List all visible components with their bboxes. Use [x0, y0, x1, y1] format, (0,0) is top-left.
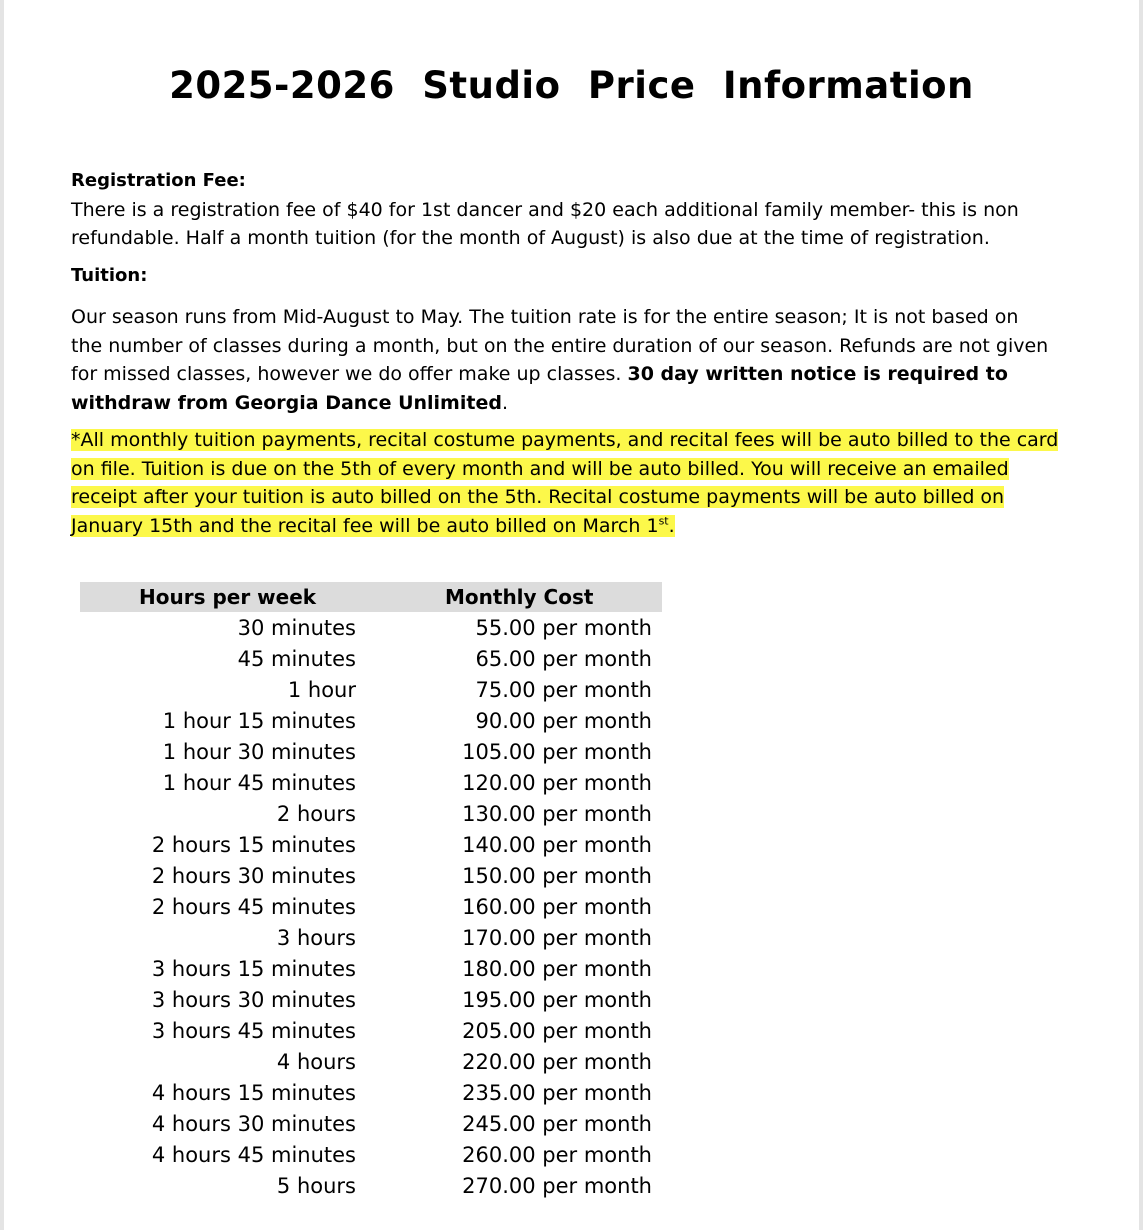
cost-cell: 260.00 per month	[462, 1143, 652, 1167]
hours-cell: 30 minutes	[237, 616, 356, 640]
table-row	[80, 891, 662, 922]
cost-cell: 130.00 per month	[462, 802, 652, 826]
cost-cell: 150.00 per month	[462, 864, 652, 888]
table-row	[80, 767, 662, 798]
hours-cell: 5 hours	[276, 1174, 356, 1198]
cost-cell: 160.00 per month	[462, 895, 652, 919]
withdraw-notice-end: .	[501, 392, 508, 415]
auto-billing-highlight	[71, 429, 1058, 537]
hours-cell: 2 hours 45 minutes	[151, 895, 356, 919]
cost-cell: 205.00 per month	[462, 1019, 652, 1043]
hours-cell: 4 hours	[276, 1050, 356, 1074]
table-row	[80, 612, 662, 643]
cost-cell: 180.00 per month	[462, 957, 652, 981]
cost-cell: 220.00 per month	[462, 1050, 652, 1074]
table-row	[80, 674, 662, 705]
hours-cell: 4 hours 15 minutes	[151, 1081, 356, 1105]
cost-cell: 90.00 per month	[475, 709, 652, 733]
cost-cell: 75.00 per month	[475, 678, 652, 702]
table-body	[80, 612, 662, 1201]
hours-cell: 1 hour 15 minutes	[162, 709, 356, 733]
auto-billing-superscript: st	[658, 514, 669, 528]
cost-cell: 105.00 per month	[462, 740, 652, 764]
hours-cell: 3 hours 30 minutes	[151, 988, 356, 1012]
cost-cell: 235.00 per month	[462, 1081, 652, 1105]
table-row	[80, 1108, 662, 1139]
page-edge-right	[1139, 0, 1143, 1230]
cost-cell: 120.00 per month	[462, 771, 652, 795]
hours-cell: 1 hour 45 minutes	[162, 771, 356, 795]
hours-cell: 3 hours 45 minutes	[151, 1019, 356, 1043]
hours-cell: 1 hour 30 minutes	[162, 740, 356, 764]
table-row	[80, 922, 662, 953]
table-row	[80, 705, 662, 736]
table-header	[80, 582, 662, 612]
auto-billing-text: *All monthly tuition payments, recital costume payments, and recital fees will be auto billed to the card on file. Tuition is due on the 5th of every month and will be auto billed. You will receive an emailed receipt after your tuition is auto billed on the 5th. Recital costume payments will be auto billed on January 15th and the recital fee will be auto billed on March 1	[71, 429, 1059, 538]
table-row	[80, 736, 662, 767]
registration-text: There is a registration fee of $40 for 1st dancer and $20 each additional family member- this is non refundable. Half a month tuition (for the month of August) is also due at the time of registration.	[71, 198, 1019, 250]
cost-cell: 195.00 per month	[462, 988, 652, 1012]
tuition-heading-block	[71, 262, 1071, 291]
table-row	[80, 643, 662, 674]
registration-heading: Registration Fee:	[71, 170, 246, 191]
table-row	[80, 1046, 662, 1077]
header-hours-per-week: Hours per week	[139, 585, 317, 609]
price-table	[80, 582, 662, 1201]
table-row	[80, 1077, 662, 1108]
table-row	[80, 829, 662, 860]
hours-cell: 2 hours	[276, 802, 356, 826]
cost-cell: 55.00 per month	[475, 616, 652, 640]
tuition-heading: Tuition:	[71, 265, 148, 286]
table-row	[80, 1139, 662, 1170]
cost-cell: 170.00 per month	[462, 926, 652, 950]
hours-cell: 2 hours 15 minutes	[151, 833, 356, 857]
header-monthly-cost: Monthly Cost	[445, 585, 594, 609]
hours-cell: 45 minutes	[237, 647, 356, 671]
page-title: 2025-2026 Studio Price Information	[169, 64, 974, 107]
cost-cell: 140.00 per month	[462, 833, 652, 857]
cost-cell: 245.00 per month	[462, 1112, 652, 1136]
hours-cell: 4 hours 30 minutes	[151, 1112, 356, 1136]
page-edge-left	[0, 0, 4, 1230]
cost-cell: 65.00 per month	[475, 647, 652, 671]
tuition-text-block	[71, 303, 1051, 418]
table-row	[80, 1170, 662, 1201]
table-row	[80, 798, 662, 829]
table-row	[80, 860, 662, 891]
withdraw-notice: 30 day written notice is required to withdraw from Georgia Dance Unlimited	[71, 363, 1008, 415]
hours-cell: 3 hours 15 minutes	[151, 957, 356, 981]
auto-billing-end: .	[668, 515, 675, 538]
table-row	[80, 1015, 662, 1046]
hours-cell: 1 hour	[287, 678, 356, 702]
cost-cell: 270.00 per month	[462, 1174, 652, 1198]
registration-section	[71, 167, 1071, 253]
table-row	[80, 984, 662, 1015]
auto-billing-notice	[71, 426, 1071, 541]
hours-cell: 3 hours	[276, 926, 356, 950]
tuition-text: Our season runs from Mid-August to May. The tuition rate is for the entire season; It is not based on the number of classes during a month, but on the entire duration of our season. Refunds are not given for missed classes, however we do offer make up classes.	[71, 306, 1049, 386]
hours-cell: 4 hours 45 minutes	[151, 1143, 356, 1167]
table-row	[80, 953, 662, 984]
hours-cell: 2 hours 30 minutes	[151, 864, 356, 888]
